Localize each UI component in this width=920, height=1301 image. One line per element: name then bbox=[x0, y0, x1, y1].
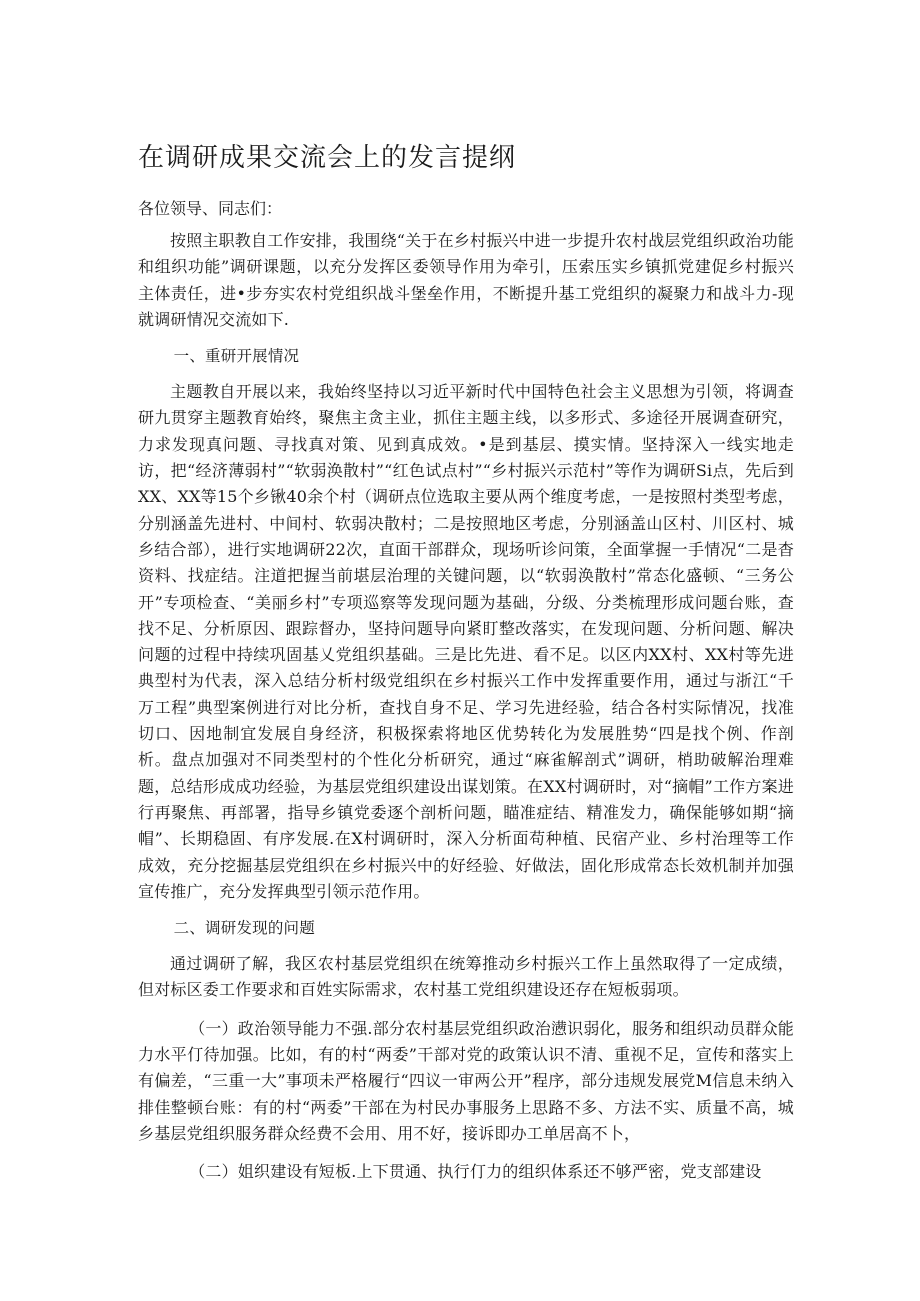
problem-item-1: （一）政治领导能力不强.部分农村基层党组织政治懑识弱化，服务和组织动员群众能力水平仃待加强。比如，有的村“两委”干部对党的政策认识不清、重视不足，宣传和落实上有偏差，“三重一大”事项未严格履行“四议一审两公开”程序，部分违规发展党M信息未纳入排佳整顿台账：有的村“两委”干部在为村民办事服务上思路不多、方法不实、质量不高，城乡基层党组织服务群众经费不会用、用不好，接诉即办工单居高不卜， bbox=[138, 1018, 794, 1143]
intro-paragraph: 按照主职教自工作安排，我围绕“关于在乡村振兴中进一步提升农村战层党组织政治功能和组织功能”调研课题，以充分发挥区委领导作用为牵引，压索压实乡镇抓党建促乡村振兴主体责任，进•步夯实农村党组织战斗堡垒作用，不断提升基工党组织的凝聚力和战斗力-现就调研情况交流如下. bbox=[138, 231, 794, 329]
section-heading-1: 一、重研开展情况 bbox=[173, 347, 300, 366]
page-title: 在调研成果交流会上的发言提纲 bbox=[138, 143, 517, 173]
section-2-intro-paragraph: 通过调研了解，我区农村基层党组织在统筹推动乡村振兴工作上虽然取得了一定成绩，但对标区委工作要求和百姓实际需求，农村基工党组织建设还存在短板弱项。 bbox=[138, 954, 794, 1000]
section-1-paragraph: 主题教自开展以来，我始终坚持以习近平新时代中国特色社会主义思想为引领，将调查研九贯穿主题教育始终，聚焦主贪主业，抓住主题主线，以多形式、多途径开展调查研究，力求发现真问题、寻找真对策、见到真成效。•是到基层、摸实情。坚持深入一线实地走访，把“经济薄弱村”“软弱涣散村”“红色试点村”“乡村振兴示范村”等作为调研Si点，先后到XX、XX等15个乡锹40余个村（调研点位选取主要从两个维度考虑，一是按照村类型考虑，分别涵盖先进村、中间村、软弱决散村；二是按照地区考虑，分别涵盖山区村、川区村、城乡结合部），进行实地调研22次，直面干部群众，现场听诊问策，全面掌握一手情况“二是杳资料、找症结。注道把握当前堪层治理的关键问题，以“软弱涣散村”常态化盛顿、“三务公开”专项检查、“美丽乡村”专项巡察等发现问题为基础，分级、分类梳理形成问题台账，查找不足、分析原因、跟踪督办，坚持问题导向紧盯整改落实，在发现问题、分析问题、解决问题的过程中持续巩固基乂党组织基础。三是比先进、看不足。以区内XX村、XX村等先进典型村为代表，深入总结分析村级党组织在乡村振兴工作中发挥重要作用，通过与浙江“千万工程”典型案例进行对比分析，查找自身不足、学习先进经验，结合各村实际情况，找准切口、因地制宜发展自身经济，积极探索将地区优势转化为发展胜势“四是找个例、作剖析。盘点加强对不同类型村的个性化分析研究，通过“麻雀解剖式”调研，梢助破解治理难题，总结形成成功经验，为基层党组织建设出谋划策。在XX村调研时，对“摘帽”工作方案进行再聚焦、再部署，指导乡镇党委逐个剖析问题，瞄准症结、精准发力，确保能够如期“摘帽”、长期稳固、有序发展.在X村调研时，深入分析面苟种植、民宿产业、乡村治理等工作成效，充分挖掘基层党组织在乡村振兴中的好经验、好做法，固化形成常态长效机制并加强宣传推广，充分发挥典型引领示范作用。 bbox=[138, 382, 794, 901]
problem-item-2: （二）姐织建设有短板.上下贯通、执行仃力的组织体系还不够严密，党支部建设 bbox=[189, 1162, 762, 1182]
section-heading-2: 二、调研发现的问题 bbox=[173, 919, 315, 938]
document-body bbox=[138, 228, 794, 1186]
salutation: 各位领导、同志们： bbox=[138, 199, 283, 218]
